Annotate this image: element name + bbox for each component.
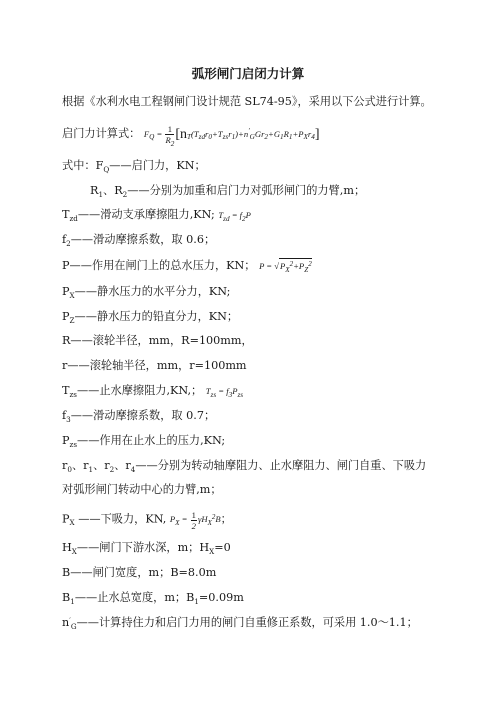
formula-expression: $F_Q$ = $\frac{1}{R_2}$ $[n_T(T_{zd}r_0+T_{zs}r_1)+n'_GGr_2+G_1R_1+P_Xr_4]$ [143,124,320,148]
def-Tzd: $T_{zd}——$滑动支承摩擦阻力,KN; $T_{zd} = f_2P$ [62,208,251,223]
formula-label: 启门力计算式： [62,126,141,140]
def-FQ: 式中：$F_Q——$启门力，KN； [62,159,206,174]
def-R1-R2: $R_1$、$R_2——$分别为加重和启门力对弧形闸门的力臂,m； [90,184,366,199]
def-Tzs: $T_{zs}——$止水摩擦阻力,KN,； $T_{zs} = f_3P_{zs}$ [62,384,244,399]
def-PX-suction: $P_X$ ——下吸力，KN, $P_X$ = $\frac{1}{2}$ $\gamma H_X^2B$； [62,510,232,531]
def-R: R——滚轮半径，mm，R=100mm， [62,334,253,347]
def-r: r——滚轮轴半径，mm，r=100mm [62,359,247,372]
def-PZ: $P_Z——$静水压力的铅直分力，KN； [62,310,239,325]
def-P: P——作用在闸门上的总水压力，KN； $P = √P_X^2+P_Z^2$ [62,259,312,274]
def-B: B——闸门宽度，m；B=8.0m [62,566,217,579]
def-f3: $f_3——$滑动摩擦系数，取 0.7； [62,409,216,424]
document-title: 弧形闸门启闭力计算 [191,66,305,81]
def-nG: $n'_G——$计算持住力和启门力用的闸门自重修正系数，可采用 1.0～1.1； [62,616,418,631]
def-Pzs: $P_{zs}——$作用在止水上的压力,KN; [62,434,226,449]
def-f2: $f_2——$滑动摩擦系数，取 0.6； [62,233,216,248]
def-r0-r4: $r_0$、$r_1$、$r_2$、$r_4——$分别为转动轴摩阻力、止水摩阻力、闸门自重、下吸力 [62,459,427,474]
def-B1: $B_1——$止水总宽度，m；$B_1=0.09m$ [62,591,244,606]
def-PX: $P_X——$静水压力的水平分力，KN; [62,285,231,300]
def-r0-r4-cont: 对弧形闸门转动中心的力臂,m； [62,483,222,496]
formula-line [62,124,320,146]
intro-paragraph: 根据《水利水电工程钢闸门设计规范 SL74-95》，采用以下公式进行计算。 [62,95,432,108]
def-HX: $H_X——$闸门下游水深，m；$H_X=0$ [62,541,231,556]
